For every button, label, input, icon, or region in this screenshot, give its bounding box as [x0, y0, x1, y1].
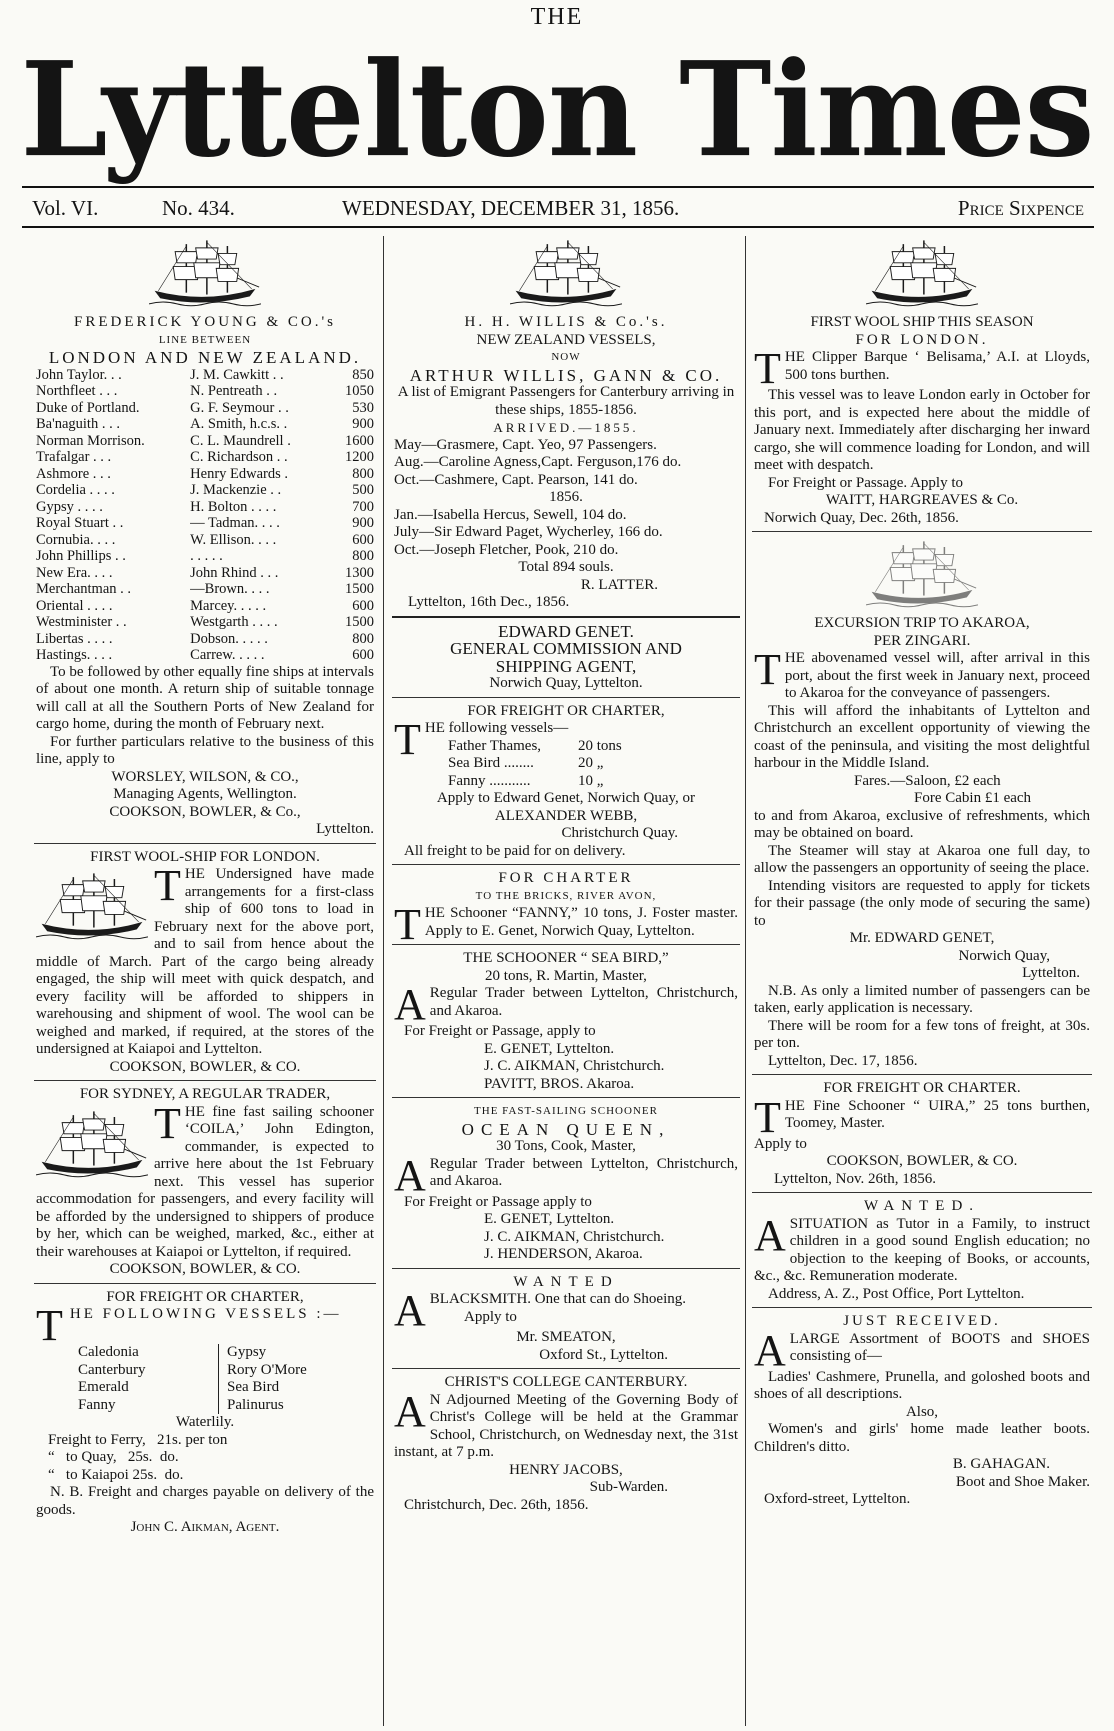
arrival-entry: Aug.—Caroline Agness,Capt. Ferguson,176 do.: [394, 454, 682, 470]
fleet-row: [36, 581, 374, 598]
vessel-name: Rory O'More: [227, 1361, 307, 1378]
ad-heading: WANTED: [513, 1273, 619, 1290]
vessel-row: [448, 773, 738, 791]
ad-ocean-queen: [392, 1097, 740, 1264]
arrival-entry: July—Sir Edward Paget, Wycherley, 166 do.: [394, 524, 663, 540]
column-3: [752, 236, 1092, 1726]
ship-tons: 900: [352, 515, 374, 531]
drop-cap: T: [394, 900, 421, 949]
ad-title: FREDERICK YOUNG & CO.'s: [74, 314, 336, 330]
agent-list: [394, 1211, 738, 1264]
ad-apply: For Freight or Passage. Apply to: [768, 474, 963, 491]
arrival-entry: Jan.—Isabella Hercus, Sewell, 104 do.: [394, 506, 627, 523]
agent-name: J. C. AIKMAN, Christchurch.: [484, 1228, 665, 1245]
agent-place: Lyttelton.: [316, 821, 374, 837]
agent-list: [394, 1041, 738, 1094]
drop-cap: A: [394, 980, 426, 1029]
ad-uira: [752, 1074, 1092, 1188]
fleet-row: [36, 548, 374, 565]
fleet-row: [36, 631, 374, 648]
fleet-row: [36, 565, 374, 582]
agent-place: Norwich Quay,: [958, 947, 1050, 964]
fleet-row: [36, 598, 374, 615]
ship-icon: [394, 236, 738, 314]
ad-subtitle: TO THE BRICKS, RIVER AVON,: [475, 889, 657, 902]
vessel-tons: 20 „: [578, 755, 604, 771]
masthead-the: THE: [530, 4, 584, 30]
ad-heading: FOR SYDNEY, A REGULAR TRADER,: [79, 1086, 331, 1102]
ad-heading: FOR CHARTER: [498, 870, 634, 886]
fleet-row: [36, 400, 374, 417]
ship-tons: 1500: [345, 614, 374, 630]
agent-name: ALEXANDER WEBB,: [494, 807, 638, 824]
ad-subtitle: 20 tons, R. Martin, Master,: [485, 967, 647, 984]
ship-name: New Era. . . .: [36, 564, 113, 581]
ship-name: Northfleet . . .: [36, 383, 118, 399]
agent-name: PAVITT, BROS. Akaroa.: [484, 1075, 635, 1092]
ad-date: Norwich Quay, Dec. 26th, 1856.: [764, 509, 959, 526]
ad-body: To be followed by other equally fine ships at intervals of about one month. A return ship of suitable tonnage will call at all the Southern Ports of New Zealand for cargo home, during the month of February next.: [36, 663, 374, 732]
issue-volume: Vol. VI.: [32, 196, 99, 220]
ad-genet-freight: [392, 697, 740, 861]
ship-master: — Tadman. . . .: [190, 515, 280, 531]
fares-saloon: Fares.—Saloon, £2 each: [854, 772, 1001, 789]
arrivals-1855: [394, 437, 738, 490]
ship-tons: 1300: [345, 564, 374, 581]
ship-icon: [754, 537, 1090, 615]
agent-name: COOKSON, BOWLER, & CO.: [826, 1153, 1018, 1169]
ship-master: G. F. Seymour . .: [190, 399, 289, 416]
ad-freight-charter-vessels: [34, 1283, 376, 1537]
ad-line: Women's and girls' home made leather boots. Children's ditto.: [754, 1421, 1090, 1455]
ad-heading: FOR FREIGHT OR CHARTER.: [823, 1080, 1021, 1096]
ad-fanny-charter: [392, 864, 740, 949]
issue-number: No. 434.: [162, 196, 235, 220]
agent-place: Oxford St., Lyttelton.: [539, 1346, 668, 1363]
fleet-row: [36, 383, 374, 400]
ad-apply: For Freight or Passage apply to: [404, 1193, 592, 1210]
ad-note: All freight to be paid for on delivery.: [404, 842, 626, 859]
ad-signature: R. LATTER.: [580, 576, 658, 593]
ad-young-line: [34, 236, 376, 839]
ship-tons: 1050: [345, 383, 374, 399]
arrival-entry: Oct.—Joseph Fletcher, Pook, 210 do.: [394, 541, 619, 558]
ship-tons: 1200: [345, 449, 374, 465]
ad-heading: EDWARD GENET.: [498, 621, 634, 641]
agent-name: WORSLEY, WILSON, & CO.,: [111, 768, 299, 785]
vessel-name: Fanny ...........: [448, 772, 531, 789]
issue-line: [32, 196, 1084, 226]
ad-wanted-tutor: [752, 1192, 1092, 1303]
fares-note: to and from Akaroa, exclusive of refreshments, which may be obtained on board.: [754, 807, 1090, 841]
ship-icon: [754, 236, 1090, 314]
ad-title: H. H. WILLIS & Co.'s.: [464, 314, 668, 330]
masthead-title: Lyttelton Times: [20, 34, 1094, 187]
ad-body: LARGE Assortment of BOOTS and SHOES consisting of—: [789, 1330, 1090, 1364]
ship-tons: 600: [352, 647, 374, 663]
ship-tons: 1500: [345, 581, 374, 597]
ship-tons: 800: [352, 465, 374, 482]
ad-heading: THE SCHOONER “ SEA BIRD,”: [463, 950, 669, 966]
issue-date: WEDNESDAY, DECEMBER 31, 1856.: [342, 196, 680, 220]
agent-name: J. HENDERSON, Akaroa.: [484, 1246, 643, 1262]
ship-master: . . . . .: [190, 548, 223, 564]
ad-body: This vessel was to leave London early in October for this port, and is expected here about the middle of January next. Immediately after discharging her inward cargo, she will commence loading for London, and will meet with despatch.: [754, 387, 1090, 473]
ad-apply: Apply to: [754, 1135, 807, 1152]
rates-list: [36, 1432, 374, 1485]
ad-address: Address, A. Z., Post Office, Port Lyttelton.: [768, 1285, 1025, 1302]
fleet-row: [36, 647, 374, 664]
ship-icon: [36, 1106, 148, 1184]
column-rule-2: [745, 236, 746, 1726]
ship-tons: 600: [352, 531, 374, 548]
freight-rate: “ to Quay, 25s. do.: [48, 1449, 179, 1465]
ad-line: SHIPPING AGENT,: [495, 656, 637, 676]
ad-route: LONDON AND NEW ZEALAND.: [48, 348, 362, 367]
ad-signature: COOKSON, BOWLER, & CO.: [109, 1058, 301, 1075]
ship-master: John Rhind . . .: [190, 564, 279, 581]
vessel-name: Fanny: [78, 1396, 116, 1413]
drop-cap: T: [36, 1301, 66, 1350]
ship-tons: 850: [352, 366, 374, 383]
agent-name: WAITT, HARGREAVES & Co.: [825, 492, 1019, 508]
vessel-row: [448, 755, 738, 773]
ad-boots-shoes: [752, 1307, 1092, 1509]
ship-tons: 800: [352, 548, 374, 564]
ad-body: HE Fine Schooner “ UIRA,” 25 tons burthen, Toomey, Master.: [784, 1097, 1090, 1131]
issue-rule: [22, 226, 1094, 228]
ship-master: W. Ellison. . . .: [190, 531, 277, 548]
fleet-row: [36, 515, 374, 532]
drop-cap: T: [154, 1098, 181, 1148]
ship-tons: 900: [352, 416, 374, 432]
ad-date: Christchurch, Dec. 26th, 1856.: [404, 1496, 589, 1513]
ad-further: For further particulars relative to the business of this line, apply to: [36, 733, 374, 767]
agent-name: E. GENET, Lyttelton.: [484, 1211, 615, 1227]
ad-lead: HE abovenamed vessel will, after arrival in this port, about the first week in January next, proceed to Akaroa for the conveyance of passengers.: [784, 650, 1090, 701]
vessel-row: [448, 738, 738, 756]
ship-icon: [36, 236, 374, 314]
vessel-name: Sea Bird ........: [448, 755, 534, 771]
freight-rate: Freight to Ferry, 21s. per ton: [48, 1431, 228, 1448]
column-2: [392, 236, 740, 1726]
ship-master: Henry Edwards .: [190, 465, 289, 482]
ad-subtitle: PER ZINGARI.: [873, 632, 971, 649]
ad-firm: ARTHUR WILLIS, GANN & CO.: [409, 365, 723, 385]
ad-wanted-blacksmith: [392, 1268, 740, 1365]
ad-body: SITUATION as Tutor in a Family, to instruct children in a good sound English education; no objection to the keeping of Books, or accounts, &c., &c. Remuneration moderate.: [754, 1215, 1090, 1284]
ad-heading: FOR FREIGHT OR CHARTER,: [106, 1288, 304, 1305]
ad-sydney-trader: [34, 1080, 376, 1279]
ad-body: HE Schooner “FANNY,” 10 tons, J. Foster master. Apply to E. Genet, Norwich Quay, Lyttelton.: [424, 905, 738, 939]
drop-cap: A: [754, 1210, 786, 1260]
ad-subtitle: NEW ZEALAND VESSELS,: [476, 331, 656, 348]
ship-name: Libertas . . . .: [36, 630, 113, 647]
ad-first-wool-ship: [34, 843, 376, 1077]
arrival-entry: Oct.—Cashmere, Capt. Pearson, 141 do.: [394, 471, 638, 488]
ad-stay: The Steamer will stay at Akaroa one full day, to allow the passengers an opportunity of seeing the place.: [754, 842, 1090, 876]
ad-line: GENERAL COMMISSION AND: [450, 639, 682, 658]
ad-body: N Adjourned Meeting of the Governing Body of Christ's College will be held at the Grammar School, Christchurch, on Wednesday next, the 31st instant, at 7 p.m.: [394, 1391, 738, 1460]
freight-rate: “ to Kaiapoi 25s. do.: [48, 1466, 184, 1483]
ship-name: Merchantman . .: [36, 581, 132, 597]
ad-willis-vessels: [392, 236, 740, 612]
ad-sea-bird: [392, 944, 740, 1093]
ad-signature-title: Boot and Shoe Maker.: [955, 1473, 1090, 1490]
ship-name: Cornubia. . . .: [36, 531, 116, 548]
drop-cap: T: [754, 645, 781, 694]
fleet-row: [36, 532, 374, 549]
ship-name: Ashmore . . .: [36, 465, 111, 482]
fleet-table: [36, 367, 374, 664]
agent-place: Managing Agents, Wellington.: [113, 786, 297, 802]
fleet-row: [36, 482, 374, 499]
drop-cap: A: [394, 1286, 426, 1335]
ship-name: John Taylor. . .: [36, 366, 122, 383]
ad-christs-college: [392, 1368, 740, 1514]
drop-cap: T: [154, 861, 181, 910]
fleet-row: [36, 433, 374, 450]
arrival-entry: May—Grasmere, Capt. Yeo, 97 Passengers.: [394, 436, 657, 453]
ad-signature: John C. Aikman, Agent.: [130, 1519, 280, 1535]
column-1: [34, 236, 376, 1726]
total-souls: Total 894 souls.: [518, 559, 614, 575]
ship-name: John Phillips . .: [36, 548, 126, 564]
ad-body: BLACKSMITH. One that can do Shoeing.: [429, 1291, 687, 1307]
ship-tons: 1600: [345, 432, 374, 449]
ship-tons: 700: [352, 498, 374, 515]
ad-date: Lyttelton, Dec. 17, 1856.: [768, 1052, 918, 1069]
ship-tons: 530: [352, 399, 374, 416]
column-rule-1: [383, 236, 384, 1726]
vessel-tons: 10 „: [578, 772, 604, 789]
ad-apply: For Freight or Passage, apply to: [404, 1023, 596, 1039]
ad-subtitle: 30 Tons, Cook, Master,: [496, 1138, 636, 1154]
ship-name: OCEAN QUEEN,: [461, 1119, 671, 1139]
ad-now: NOW: [551, 351, 581, 363]
ad-body: This will afford the inhabitants of Lyttelton and Christchurch an excellent opportunity of viewing the coast of the peninsula, and visiting the most delightful harbour in the Middle Island.: [754, 702, 1090, 771]
fleet-row: [36, 416, 374, 433]
fleet-row: [36, 367, 374, 384]
ad-heading: FIRST WOOL-SHIP FOR LONDON.: [90, 848, 320, 865]
agent-place: Christchurch Quay.: [561, 825, 678, 841]
fares-fore-cabin: Fore Cabin £1 each: [914, 790, 1032, 806]
arrived-heading: ARRIVED.—1855.: [493, 420, 639, 435]
ad-address: Norwich Quay, Lyttelton.: [489, 675, 643, 691]
ad-apply: Apply to Edward Genet, Norwich Quay, or: [436, 790, 696, 806]
ad-heading: THE FAST-SAILING SCHOONER: [474, 1105, 658, 1117]
ship-master: C. Richardson . .: [190, 449, 288, 465]
ship-name: Ba'naguith . . .: [36, 416, 120, 432]
year-heading: 1856.: [549, 489, 583, 505]
ship-name: Gypsy . . . .: [36, 498, 103, 515]
ship-name: Duke of Portland.: [36, 399, 140, 416]
ad-lead: HE following vessels—: [424, 720, 569, 736]
ship-master: H. Bolton . . . .: [190, 498, 277, 515]
ship-name: Oriental . . . .: [36, 597, 113, 614]
ad-signature: HENRY JACOBS,: [509, 1461, 623, 1478]
drop-cap: T: [754, 344, 781, 393]
issue-price: Price Sixpence: [957, 196, 1084, 220]
drop-cap: A: [394, 1386, 426, 1436]
ship-master: Westgarth . . . .: [190, 614, 278, 630]
ship-name: Cordelia . . . .: [36, 482, 115, 498]
vessel-name: Caledonia: [78, 1344, 139, 1360]
ad-body: Regular Trader between Lyttelton, Christchurch, and Akaroa.: [429, 985, 738, 1019]
vessel-list: [394, 738, 738, 791]
fleet-row: [36, 449, 374, 466]
ship-master: Carrew. . . . .: [190, 647, 265, 663]
ad-heading: CHRIST'S COLLEGE CANTERBURY.: [444, 1374, 688, 1390]
vessel-list-left: [78, 1344, 218, 1414]
ad-room: There will be room for a few tons of freight, at 30s. per ton.: [754, 1017, 1090, 1051]
vessel-name: Sea Bird: [227, 1379, 280, 1395]
masthead-rule: [22, 186, 1094, 188]
ad-apply: Apply to: [464, 1308, 517, 1325]
ship-tons: 500: [352, 482, 374, 498]
ad-heading: FOR FREIGHT OR CHARTER,: [467, 702, 665, 719]
ad-address: Oxford-street, Lyttelton.: [764, 1491, 911, 1507]
vessel-tons: 20 tons: [578, 737, 622, 754]
ad-body: HE fine fast sailing schooner ‘COILA,’ John Edington, commander, is expected to arrive here about the 1st February next. This vessel has superior accommodation for passengers, and every facility will be afforded by the undersigned to shippers of produce by her, which can be weighed, marked, &c., either at their warehouses at Kaiapoi or Lyttelton, if required.: [36, 1103, 374, 1260]
vessel-list-right: [218, 1344, 367, 1414]
vessel-list: [36, 1344, 374, 1414]
arrivals-1856: [394, 507, 738, 560]
ad-intend: Intending visitors are requested to apply for tickets for their passage (the only mode of securing the same) to: [754, 877, 1090, 929]
vessel-name: Canterbury: [78, 1361, 146, 1378]
ship-master: N. Pentreath . .: [190, 383, 278, 399]
agent-name: Mr. SMEATON,: [516, 1329, 616, 1345]
ad-heading: EXCURSION TRIP TO AKAROA,: [814, 615, 1030, 631]
ad-note: N.B. As only a limited number of passengers can be taken, early application is necessary.: [754, 982, 1090, 1016]
agent-name: E. GENET, Lyttelton.: [484, 1040, 615, 1057]
ad-line: Ladies' Cashmere, Prunella, and goloshed boots and shoes of all descriptions.: [754, 1368, 1090, 1402]
ad-line: Also,: [905, 1403, 939, 1420]
ship-master: J. Mackenzie . .: [190, 482, 282, 498]
ad-edward-genet: [392, 616, 740, 693]
agent-name: J. C. AIKMAN, Christchurch.: [484, 1058, 665, 1074]
ad-signature-title: Sub-Warden.: [589, 1479, 668, 1495]
ship-name: Westminister . .: [36, 614, 127, 630]
drop-cap: A: [754, 1325, 786, 1375]
ad-excursion-akaroa: [752, 531, 1092, 1070]
ship-tons: 600: [352, 597, 374, 614]
ship-name: Norman Morrison.: [36, 432, 145, 449]
ad-subtitle: LINE BETWEEN: [158, 333, 252, 346]
ad-date: Lyttelton, 16th Dec., 1856.: [408, 594, 570, 610]
ad-heading: WANTED.: [863, 1198, 981, 1214]
drop-cap: A: [394, 1150, 426, 1200]
ship-master: C. L. Maundrell .: [190, 432, 291, 449]
drop-cap: T: [394, 715, 421, 764]
agent-name: Mr. EDWARD GENET,: [849, 930, 995, 946]
ship-master: Marcey. . . . .: [190, 597, 267, 614]
ad-lead: HE Clipper Barque ‘ Belisama,’ A.I. at Lloyds, 500 tons burthen.: [784, 349, 1090, 383]
ship-master: Dobson. . . . .: [190, 630, 268, 647]
ad-body: Regular Trader between Lyttelton, Christchurch, and Akaroa.: [429, 1155, 738, 1189]
vessel-name: Gypsy: [227, 1344, 267, 1360]
ad-date: Lyttelton, Nov. 26th, 1856.: [774, 1170, 936, 1187]
vessel-last: Waterlily.: [175, 1414, 235, 1430]
ad-body: HE Undersigned have made arrangements for a first-class ship of 600 tons to load in February next for the above port, and to sail from hence about the middle of March. Part of the cargo being already engaged, the ship will meet with quick despatch, and every facility will be afforded to shippers in warehousing and shipment of wool. The wool can be weighed and marked, if required, at the stores of the undersigned at Kaiapoi and Lyttelton.: [36, 866, 374, 1057]
ship-name: Royal Stuart . .: [36, 515, 124, 531]
ad-lead: HE FOLLOWING VESSELS :—: [69, 1306, 342, 1322]
drop-cap: T: [754, 1092, 781, 1142]
ad-note: N. B. Freight and charges payable on delivery of the goods.: [36, 1484, 374, 1518]
ad-heading: JUST RECEIVED.: [843, 1313, 1001, 1329]
ship-master: —Brown. . . .: [190, 581, 270, 597]
ship-name: Trafalgar . . .: [36, 449, 112, 465]
vessel-name: Palinurus: [227, 1396, 284, 1413]
ad-subtitle: FOR LONDON.: [855, 331, 989, 348]
ad-signature: COOKSON, BOWLER, & CO.: [109, 1261, 301, 1277]
ship-master: A. Smith, h.c.s. .: [190, 416, 288, 432]
ship-tons: 800: [352, 630, 374, 647]
ad-intro: A list of Emigrant Passengers for Canterbury arriving in these ships, 1855-1856.: [397, 384, 735, 418]
vessel-name: Emerald: [78, 1379, 129, 1395]
agent-name: COOKSON, BOWLER, & Co.,: [109, 803, 301, 820]
ad-belisama: [752, 236, 1092, 527]
fleet-row: [36, 499, 374, 516]
ad-signature: B. GAHAGAN.: [952, 1456, 1050, 1472]
fleet-row: [36, 466, 374, 483]
ad-heading: FIRST WOOL SHIP THIS SEASON: [810, 314, 1034, 330]
fleet-row: [36, 614, 374, 631]
ship-icon: [36, 868, 148, 946]
ship-master: J. M. Cawkitt . .: [190, 366, 284, 383]
vessel-name: Father Thames,: [448, 737, 542, 754]
agent-place: Lyttelton.: [1022, 965, 1080, 981]
ship-name: Hastings. . . .: [36, 647, 113, 663]
